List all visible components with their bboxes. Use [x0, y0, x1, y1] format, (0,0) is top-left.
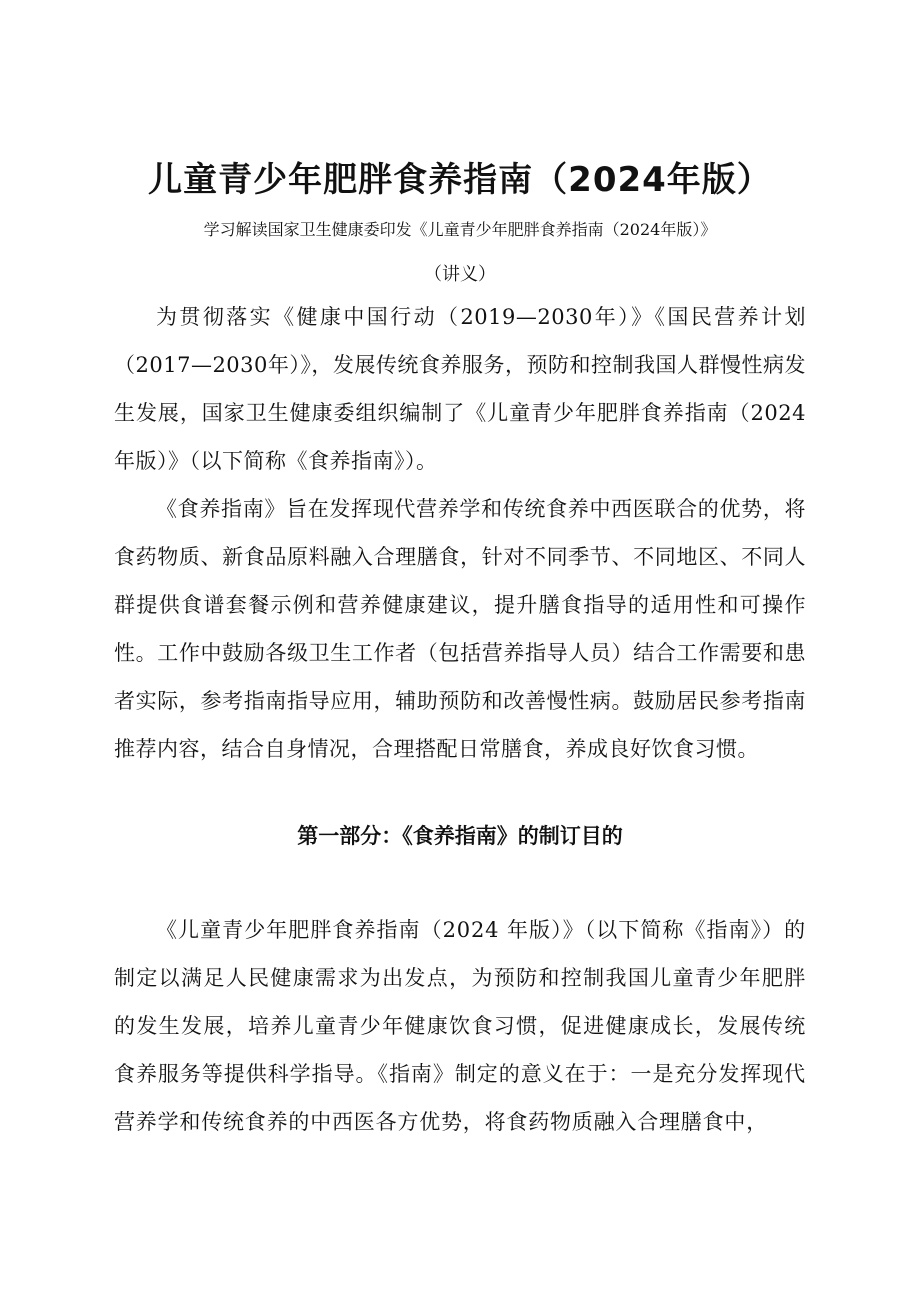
document-title: 儿童青少年肥胖食养指南（2024年版）	[148, 160, 772, 200]
section-heading: 第一部分：《食养指南》的制订目的	[297, 824, 623, 848]
handout-label: （讲义）	[424, 264, 496, 285]
document-subtitle: 学习解读国家卫生健康委印发《儿童青少年肥胖食养指南（2024年版）》	[203, 220, 717, 239]
purpose-paragraph: 《食养指南》旨在发挥现代营养学和传统食养中西医联合的优势，将食药物质、新食品原料融入合理膳食，针对不同季节、不同地区、不同人群提供食谱套餐示例和营养健康建议，提升膳食指导的适用性和可操作性。工作中鼓励各级卫生工作者（包括营养指导人员）结合工作需要和患者实际，参考指南指导应用，辅助预防和改善慢性病。鼓励居民参考指南推荐内容，结合自身情况，合理搭配日常膳食，养成良好饮食习惯。	[114, 497, 806, 761]
section-paragraph: 《儿童青少年肥胖食养指南（2024 年版）》（以下简称《指南》）的制定以满足人民健康需求为出发点，为预防和控制我国儿童青少年肥胖的发生发展，培养儿童青少年健康饮食习惯，促进健康成长，发展传统食养服务等提供科学指导。《指南》制定的意义在于：一是充分发挥现代营养学和传统食养的中西医各方优势，将食药物质融入合理膳食中，	[114, 918, 806, 1134]
intro-paragraph: 为贯彻落实《健康中国行动（2019—2030年）》《国民营养计划（2017—2030年）》，发展传统食养服务，预防和控制我国人群慢性病发生发展，国家卫生健康委组织编制了《儿童青少年肥胖食养指南（2024年版）》（以下简称《食养指南》）。	[114, 305, 806, 473]
